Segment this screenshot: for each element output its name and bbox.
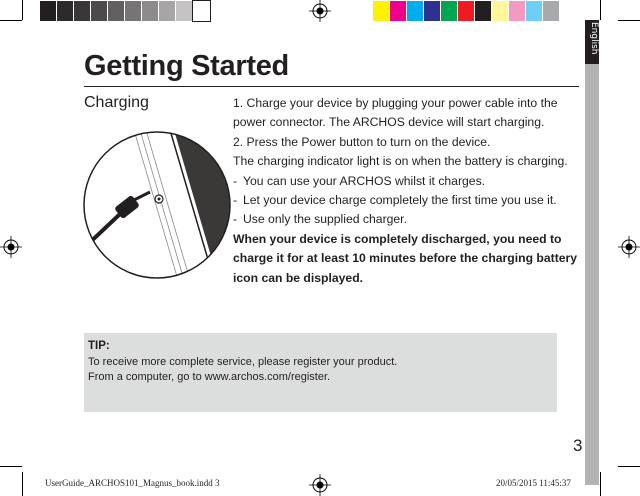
registration-mark-icon: [309, 0, 331, 22]
grayscale-color-bar: [40, 1, 210, 21]
section-label: Charging: [84, 94, 149, 111]
color-swatch: [509, 1, 526, 21]
instruction-step-1: 1. Charge your device by plugging your power cable into the power connector. The ARCHOS device will start charging.: [233, 96, 558, 130]
crop-mark: [0, 466, 22, 467]
bullet-item: - Use only the supplied charger.: [233, 212, 407, 227]
charging-indicator-note: The charging indicator light is on when the battery is charging.: [233, 154, 568, 169]
crop-mark: [0, 20, 22, 21]
color-swatch: [543, 1, 560, 21]
color-swatch: [390, 1, 407, 21]
instructions: [233, 94, 578, 288]
crop-mark: [600, 0, 601, 20]
color-swatch: [492, 1, 509, 21]
registration-mark-icon: [0, 236, 22, 258]
process-color-bar: [373, 1, 560, 21]
color-swatch: [159, 1, 176, 21]
color-swatch: [373, 1, 390, 21]
color-swatch: [193, 1, 210, 21]
title-divider: [84, 86, 579, 87]
color-swatch: [441, 1, 458, 21]
instruction-step-2: 2. Press the Power button to turn on the device.: [233, 134, 491, 149]
color-swatch: [424, 1, 441, 21]
language-label: English: [589, 22, 599, 55]
device-charging-illustration: [82, 130, 232, 280]
color-swatch: [91, 1, 108, 21]
page-number: 3: [573, 436, 583, 455]
crop-mark: [600, 472, 601, 496]
side-tab: [585, 20, 599, 485]
page-title: Getting Started: [84, 50, 289, 82]
crop-mark: [22, 472, 23, 496]
color-swatch: [57, 1, 74, 21]
crop-mark: [22, 0, 23, 20]
color-swatch: [125, 1, 142, 21]
tip-text: From a computer, go to www.archos.com/register.: [88, 371, 331, 383]
color-swatch: [176, 1, 193, 21]
tip-text: To receive more complete service, please register your product.: [88, 356, 398, 368]
color-swatch: [475, 1, 492, 21]
tip-title: TIP:: [88, 340, 110, 352]
color-swatch: [407, 1, 424, 21]
crop-mark: [618, 20, 640, 21]
print-timestamp: 20/05/2015 11:45:37: [496, 478, 571, 488]
color-swatch: [458, 1, 475, 21]
crop-mark: [618, 466, 640, 467]
color-swatch: [526, 1, 543, 21]
bullet-item: - You can use your ARCHOS whilst it charges.: [233, 173, 486, 188]
color-swatch: [108, 1, 125, 21]
color-swatch: [142, 1, 159, 21]
color-swatch: [74, 1, 91, 21]
registration-mark-icon: [309, 474, 331, 496]
file-slug: UserGuide_ARCHOS101_Magnus_book.indd 3: [45, 478, 220, 488]
discharged-warning: When your device is completely discharged, you need to charge it for at least 10 minutes before the charging battery icon can be displayed.: [233, 231, 578, 285]
bullet-item: - Let your device charge completely the first time you use it.: [233, 193, 557, 208]
color-swatch: [40, 1, 57, 21]
registration-mark-icon: [618, 236, 640, 258]
